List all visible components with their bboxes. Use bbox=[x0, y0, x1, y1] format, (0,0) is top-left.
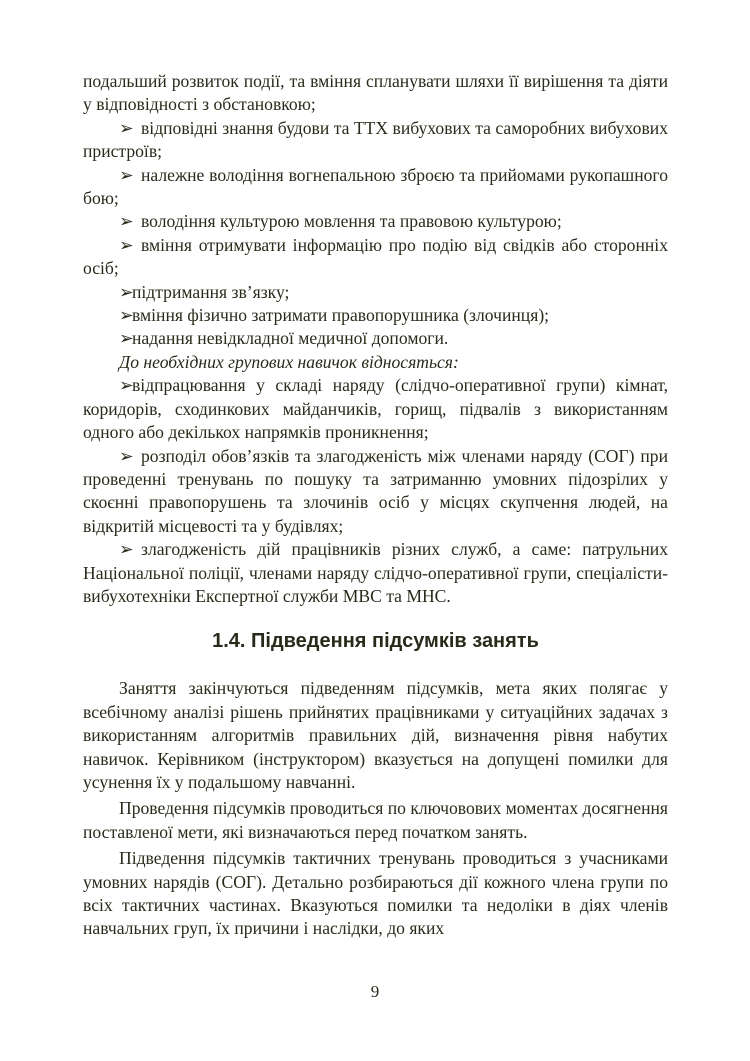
group-skills-heading: До необхідних групових навичок відносяться: bbox=[119, 351, 459, 372]
bullet-item bbox=[83, 538, 668, 608]
page-number: 9 bbox=[370, 982, 380, 1001]
bullet-arrow-icon: ➢ bbox=[119, 234, 134, 255]
bullet-text: відпрацювання у складі наряду (слідчо-оперативної групи) кімнат, коридорів, сходинкових майданчиків, горищ, підвалів з використанням одного або декількох напрямків проникнення; bbox=[83, 375, 668, 443]
bullet-arrow-icon: ➢ bbox=[119, 305, 134, 326]
bullet-text: вміння фізично затримати правопорушника (злочинця); bbox=[132, 305, 550, 326]
bullet-arrow-icon: ➢ bbox=[119, 375, 134, 396]
bullet-arrow-icon: ➢ bbox=[119, 328, 134, 349]
bullet-arrow-icon: ➢ bbox=[119, 281, 134, 302]
bullet-item bbox=[83, 445, 668, 539]
bullet-arrow-icon: ➢ bbox=[119, 211, 134, 232]
bullet-item bbox=[83, 210, 668, 233]
section-paragraph: Проведення підсумків проводиться по ключовових моментах досягнення поставленої мети, які визначаються перед початком занять. bbox=[83, 798, 668, 842]
bullet-arrow-icon: ➢ bbox=[119, 117, 134, 138]
bullet-item bbox=[83, 164, 668, 211]
document-page bbox=[83, 70, 668, 941]
paragraph-intro: подальший розвиток події, та вміння спланувати шляхи її вирішення та діяти у відповідності з обстановкою; bbox=[83, 71, 668, 115]
section-title: 1.4. Підведення підсумків занять bbox=[212, 630, 539, 653]
bullet-text: підтримання зв’язку; bbox=[132, 281, 290, 302]
bullet-item bbox=[83, 304, 668, 327]
bullet-text: злагодженість дій працівників різних служб, а саме: патрульних Національної поліції, членами наряду слідчо-оперативної групи, спеціалісти- вибухотехніки Експертної служби МВС та МНС. bbox=[83, 539, 668, 606]
bullet-text: розподіл обов’язків та злагодженість між членами наряду (СОГ) при проведенні тренувань по пошуку та затриманню умовних підозрілих у скоєнні правопорушень та злочинів осіб у місцях скупчення людей, на відкритій місцевості та у будівлях; bbox=[83, 445, 668, 536]
bullet-arrow-icon: ➢ bbox=[119, 445, 134, 466]
bullet-arrow-icon: ➢ bbox=[119, 164, 134, 185]
bullet-item bbox=[83, 117, 668, 164]
bullet-text: вміння отримувати інформацію про подію від свідків або сторонніх осіб; bbox=[83, 234, 668, 279]
bullet-item bbox=[83, 374, 668, 444]
bullet-item bbox=[83, 234, 668, 281]
bullet-text: відповідні знання будови та ТТХ вибухових та саморобних вибухових пристроїв; bbox=[83, 117, 668, 162]
bullet-item bbox=[83, 327, 668, 350]
bullet-text: володіння культурою мовлення та правовою культурою; bbox=[141, 211, 562, 232]
section-paragraph: Підведення підсумків тактичних тренувань проводиться з учасниками умовних нарядів (СОГ). Детально розбираються дії кожного члена групи по всіх тактичних частинах. Вказуються помилки та недоліки в діях членів навчальних груп, їх причини і наслідки, до яких bbox=[83, 848, 668, 939]
bullet-text: належне володіння вогнепальною зброєю та прийомами рукопашного бою; bbox=[83, 164, 668, 209]
bullet-arrow-icon: ➢ bbox=[119, 539, 134, 560]
bullet-text: надання невідкладної медичної допомоги. bbox=[132, 328, 449, 349]
bullet-item bbox=[83, 281, 668, 304]
section-paragraph: Заняття закінчуються підведенням підсумків, мета яких полягає у всебічному аналізі рішень прийнятих працівниками у ситуаційних задачах з використанням алгоритмів правильних дій, визначення рівня набутих навичок. Керівником (інструктором) вказується на допущені помилки для усунення їх у подальшому навчанні. bbox=[83, 678, 668, 792]
